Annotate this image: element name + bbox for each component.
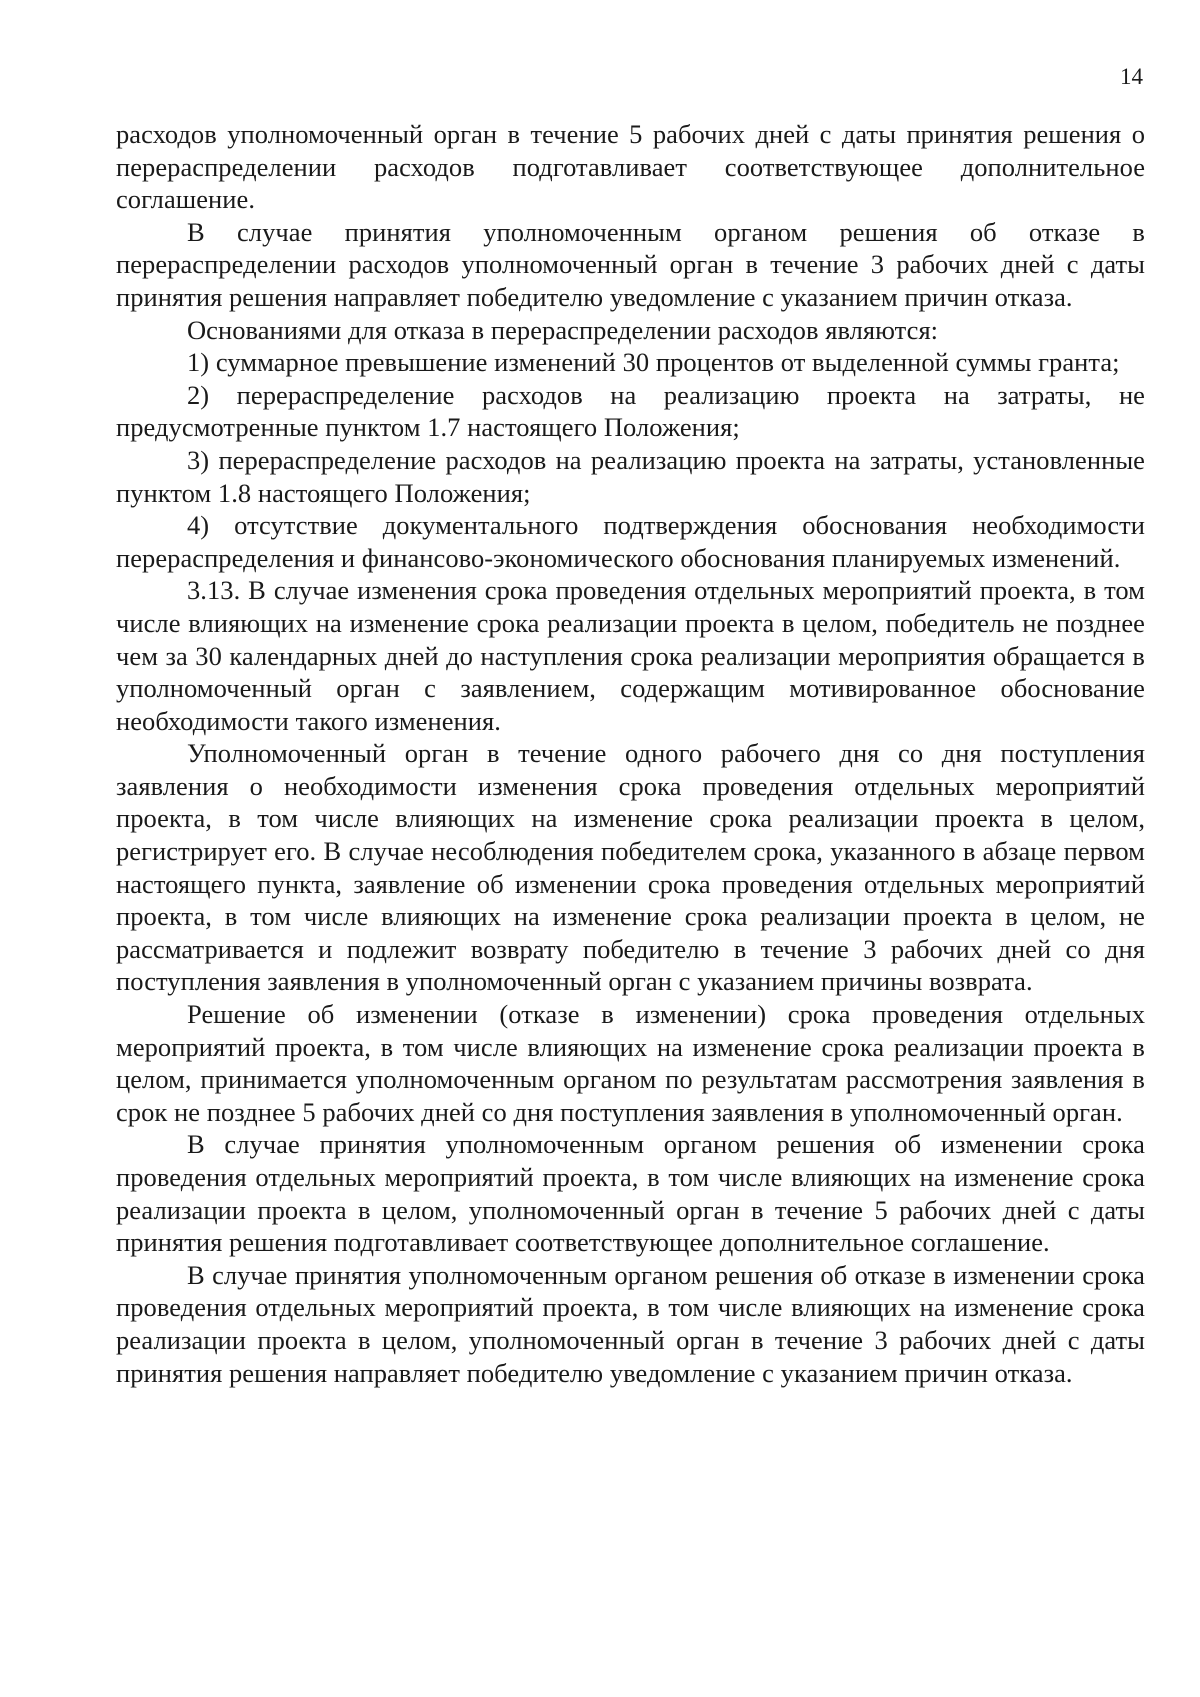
paragraph: Решение об изменении (отказе в изменении) срока проведения отдельных мероприятий проекта, в том числе влияющих на изменение срока реализации проекта в целом, принимается уполномоченным органом по результатам рассмотрения заявления в срок не позднее 5 рабочих дней со дня поступления заявления в уполномоченный орган.	[116, 999, 1145, 1127]
body-text	[116, 118, 1145, 1389]
list-item: 1) суммарное превышение изменений 30 процентов от выделенной суммы гранта;	[187, 347, 1120, 378]
paragraph: 3.13. В случае изменения срока проведения отдельных мероприятий проекта, в том числе влияющих на изменение срока реализации проекта в целом, победитель не позднее чем за 30 календарных дней до наступления срока реализации мероприятия обращается в уполномоченный орган с заявлением, содержащим мотивированное обоснование необходимости такого изменения.	[116, 575, 1145, 736]
list-item: 2) перераспределение расходов на реализацию проекта на затраты, не предусмотренные пунктом 1.7 настоящего Положения;	[116, 379, 1145, 443]
paragraph: Уполномоченный орган в течение одного рабочего дня со дня поступления заявления о необходимости изменения срока проведения отдельных мероприятий проекта, в том числе влияющих на изменение срока реализации проекта в целом, регистрирует его. В случае несоблюдения победителем срока, указанного в абзаце первом настоящего пункта, заявление об изменении срока проведения отдельных мероприятий проекта, в том числе влияющих на изменение срока реализации проекта в целом, не рассматривается и подлежит возврату победителю в течение 3 рабочих дней со дня поступления заявления в уполномоченный орган с указанием причины возврата.	[116, 738, 1145, 997]
paragraph: расходов уполномоченный орган в течение 5 рабочих дней с даты принятия решения о перераспределении расходов подготавливает соответствующее дополнительное соглашение.	[116, 119, 1145, 215]
paragraph: В случае принятия уполномоченным органом решения об отказе в перераспределении расходов уполномоченный орган в течение 3 рабочих дней с даты принятия решения направляет победителю уведомление с указанием причин отказа.	[116, 216, 1145, 312]
paragraph: В случае принятия уполномоченным органом решения об изменении срока проведения отдельных мероприятий проекта, в том числе влияющих на изменение срока реализации проекта в целом, уполномоченный орган в течение 5 рабочих дней с даты принятия решения подготавливает соответствующее дополнительное соглашение.	[116, 1129, 1145, 1258]
paragraph: Основаниями для отказа в перераспределении расходов являются:	[187, 314, 939, 345]
paragraph: В случае принятия уполномоченным органом решения об отказе в изменении срока проведения отдельных мероприятий проекта, в том числе влияющих на изменение срока реализации проекта в целом, уполномоченный орган в течение 3 рабочих дней с даты принятия решения направляет победителю уведомление с указанием причин отказа.	[116, 1259, 1145, 1388]
list-item: 3) перераспределение расходов на реализацию проекта на затраты, установленные пунктом 1.8 настоящего Положения;	[116, 444, 1145, 508]
list-item: 4) отсутствие документального подтверждения обоснования необходимости перераспределения и финансово-экономического обоснования планируемых изменений.	[116, 510, 1145, 573]
page-number: 14	[1120, 64, 1143, 89]
